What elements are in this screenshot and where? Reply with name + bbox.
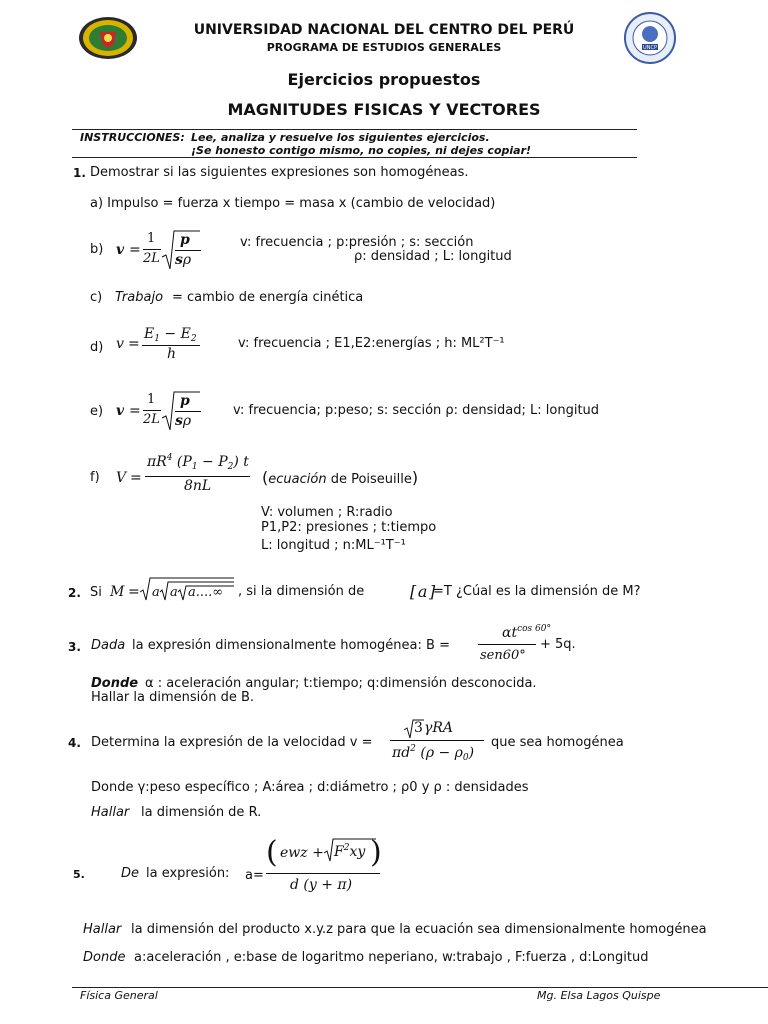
instructions-line-1: Lee, analiza y resuelve los siguientes ejercicios.	[191, 131, 490, 144]
q2-text-3: =T ¿Cúal es la dimensión de M?	[433, 584, 641, 599]
q1-item-b-desc-2: ρ: densidad ; L: longitud	[354, 249, 512, 264]
q1-item-f-label: f)	[90, 470, 100, 485]
q5-formula: ( ewz + $F^2xy$ ) d (y + π)	[266, 835, 382, 893]
right-logo	[624, 12, 676, 64]
q3-number: 3.	[68, 640, 81, 654]
q1-item-f-term: ecuación	[268, 472, 327, 487]
q5-hallar: Hallar	[83, 922, 122, 937]
q5-donde-rest: a:aceleración , e:base de logaritmo neperiano, w:trabajo , F:fuerza , d:Longitud	[134, 950, 649, 965]
university-name: UNIVERSIDAD NACIONAL DEL CENTRO DEL PERÚ	[193, 22, 575, 38]
q4-hallar: Hallar	[91, 805, 130, 820]
q1-item-d-desc: v: frecuencia ; E1,E2:energías ; h: ML²T⁻¹	[238, 336, 505, 351]
q1-item-c-rest: = cambio de energía cinética	[172, 290, 364, 305]
q2-bracket-a: [ a ]	[410, 582, 436, 601]
q1-item-d-label: d)	[90, 340, 104, 355]
instructions-bottom-rule	[72, 157, 637, 158]
q4-formula: 3 γRA $\pi d^2$ $(\rho - \rho_0)$	[390, 718, 490, 770]
q1-item-b-formula: v = 1 2L p sρ	[112, 229, 212, 273]
q5-text: la expresión:	[146, 866, 230, 881]
q5-a-eq: a=	[245, 868, 264, 883]
q1-item-e-label: e)	[90, 404, 104, 419]
q3-alpha-desc: α : aceleración angular; t:tiempo; q:dimensión desconocida.	[145, 676, 537, 691]
q1-item-d-formula: v = $E_1 - E_2$ h	[112, 324, 212, 368]
q1-item-e-desc: v: frecuencia; p:peso; s: sección ρ: densidad; L: longitud	[233, 403, 600, 418]
q3-plus: + 5q.	[540, 637, 576, 652]
q4-after: que sea homogénea	[491, 735, 624, 750]
q3-text: la expresión dimensionalmente homogénea: B =	[132, 638, 450, 653]
q1-item-c-term: Trabajo	[115, 290, 164, 305]
q4-hallar-rest: la dimensión de R.	[141, 805, 262, 820]
q1-item-c-label: c)	[90, 290, 103, 305]
uncp-seal-icon	[624, 12, 676, 64]
q5-donde: Donde	[83, 950, 126, 965]
instructions-label: INSTRUCCIONES:	[80, 131, 185, 144]
footer-rule	[72, 987, 768, 988]
q1-item-a: a) Impulso = fuerza x tiempo = masa x (cambio de velocidad)	[90, 196, 496, 211]
q1-number: 1.	[73, 166, 86, 180]
q5-hallar-rest: la dimensión del producto x.y.z para que la ecuación sea dimensionalmente homogénea	[131, 922, 707, 937]
q3-dada: Dada	[91, 638, 126, 653]
q1-item-f-desc-3: L: longitud ; n:ML⁻¹T⁻¹	[261, 538, 406, 553]
q4-text: Determina la expresión de la velocidad v =	[91, 735, 373, 750]
q1-item-b-label: b)	[90, 242, 104, 257]
q3-donde: Donde	[91, 676, 139, 691]
svg-text:UNCP: UNCP	[643, 45, 657, 51]
q2-number: 2.	[68, 586, 81, 600]
q1-item-e-formula: v = 1 2L p sρ	[112, 390, 212, 434]
q2-text-2: , si la dimensión de	[238, 584, 365, 599]
q4-donde: Donde γ:peso específico ; A:área ; d:diámetro ; ρ0 y ρ : densidades	[91, 780, 529, 795]
q5-number: 5.	[73, 868, 85, 881]
document-subtitle: Ejercicios propuestos	[287, 70, 481, 89]
document-title: MAGNITUDES FISICAS Y VECTORES	[227, 100, 541, 119]
q2-text-1: Si	[90, 585, 102, 600]
q1-item-b-desc-1: v: frecuencia ; p:presión ; s: sección	[240, 235, 474, 250]
q1-item-f-note: (ecuación de Poiseuille)	[262, 468, 419, 487]
instructions-line-2: ¡Se honesto contigo mismo, no copies, ni dejes copiar!	[191, 144, 532, 157]
q1-item-f-rest: de Poiseuille	[330, 472, 412, 487]
instructions-top-rule	[72, 129, 637, 130]
footer-right: Mg. Elsa Lagos Quispe	[537, 989, 661, 1002]
q1-text: Demostrar si las siguientes expresiones son homogéneas.	[90, 165, 469, 180]
q5-de: De	[121, 866, 140, 881]
q3-hallar: Hallar la dimensión de B.	[91, 690, 255, 705]
footer-left: Física General	[80, 989, 158, 1002]
q1-item-f-formula: V = $\pi R^4$ $(P_1 - P_2)$ t 8nL	[116, 453, 249, 494]
program-name: PROGRAMA DE ESTUDIOS GENERALES	[266, 41, 502, 54]
q2-formula: M = a a a....∞	[110, 576, 238, 604]
q1-item-f-desc-2: P1,P2: presiones ; t:tiempo	[261, 520, 437, 535]
q3-formula: $\alpha t^{cos 60^\circ}$ sen60°	[480, 624, 551, 663]
q1-item-f-desc-1: V: volumen ; R:radio	[261, 505, 393, 520]
q4-number: 4.	[68, 736, 81, 750]
